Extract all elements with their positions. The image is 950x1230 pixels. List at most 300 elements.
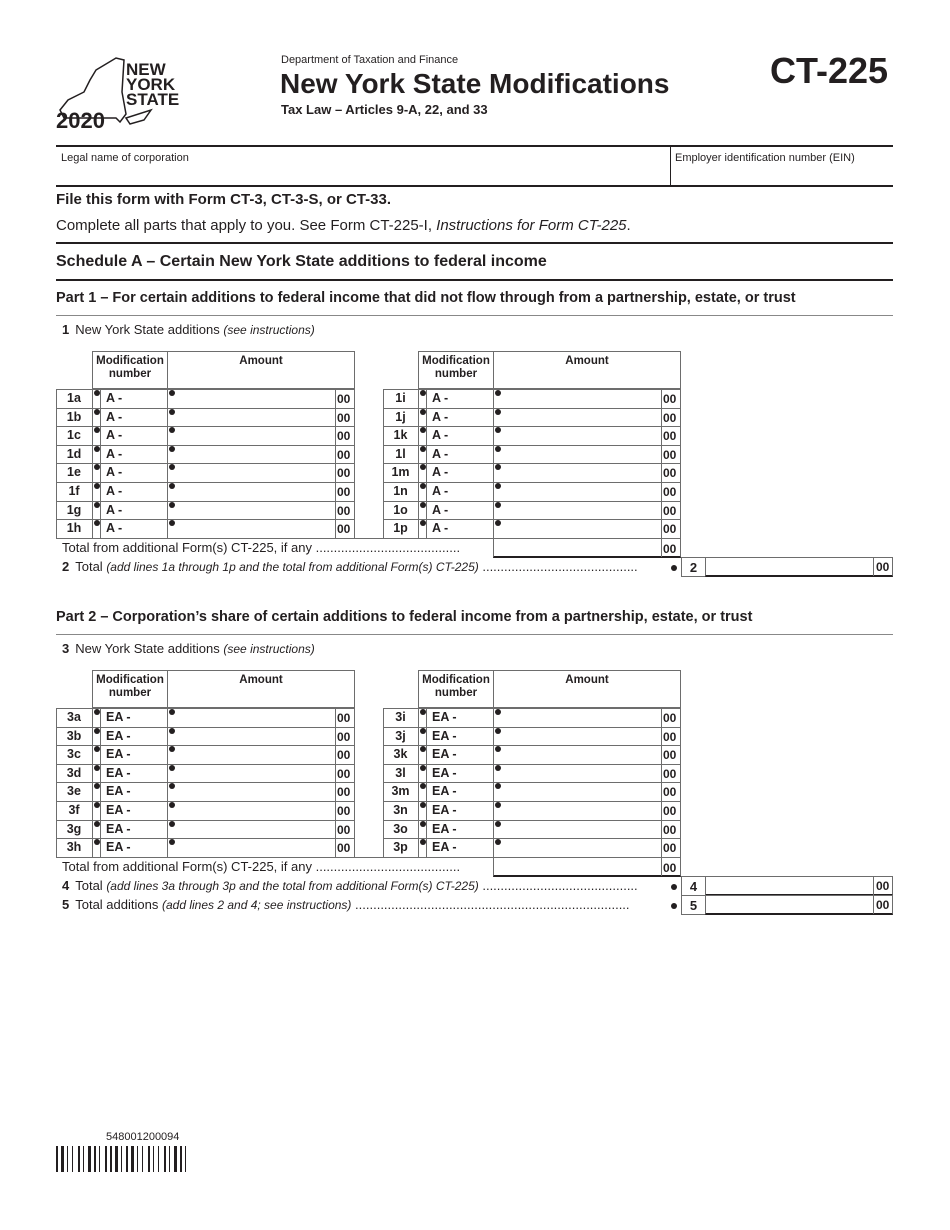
divider: [335, 838, 336, 857]
divider: [335, 408, 336, 427]
amount-input[interactable]: [167, 482, 355, 502]
bullet-icon: [94, 802, 100, 808]
divider: [426, 782, 427, 801]
bullet-icon: [495, 765, 501, 771]
cents-label: 00: [663, 485, 677, 499]
amount-input[interactable]: [493, 426, 681, 446]
barcode-bar: [83, 1146, 84, 1172]
divider: [661, 445, 662, 464]
divider: [100, 408, 101, 427]
barcode-bar: [105, 1146, 107, 1172]
modification-prefix: EA -: [432, 821, 457, 836]
barcode-bar: [137, 1146, 138, 1172]
bullet-icon: [420, 446, 426, 452]
line-number: 3: [62, 641, 70, 656]
modification-number-input[interactable]: [92, 482, 168, 502]
bullet-icon: [94, 728, 100, 734]
cents-label: 00: [876, 897, 890, 912]
total-instruction: (add lines 1a through 1p and the total from additional Form(s) CT-225): [106, 559, 479, 574]
total-line-label: [62, 897, 676, 912]
legal-name-label: Legal name of corporation: [61, 152, 189, 164]
barcode-bar: [115, 1146, 118, 1172]
form-subtitle: Tax Law – Articles 9-A, 22, and 33: [281, 102, 488, 117]
modification-number-input[interactable]: [418, 482, 494, 502]
bullet-icon: [169, 821, 175, 827]
barcode-bar: [67, 1146, 68, 1172]
modification-prefix: EA -: [106, 710, 131, 724]
ein-field[interactable]: [671, 147, 893, 185]
barcode-bar: [94, 1146, 96, 1172]
divider: [661, 782, 662, 801]
cents-label: 00: [663, 503, 677, 518]
cents-label: 00: [337, 785, 351, 800]
modification-prefix: A -: [432, 521, 449, 536]
line-label: 1o: [393, 502, 408, 517]
bullet-icon: [94, 502, 100, 508]
line-label: 3n: [393, 803, 408, 817]
line-label: 1m: [391, 465, 410, 480]
cents-label: 00: [663, 447, 677, 462]
divider: [661, 857, 662, 876]
line-label: 3o: [393, 821, 408, 836]
amount-input[interactable]: [493, 445, 681, 465]
amount-input[interactable]: [493, 389, 681, 409]
amount-input[interactable]: [493, 838, 681, 858]
cents-label: 00: [663, 841, 677, 856]
modification-prefix: EA -: [106, 728, 131, 743]
cents-label: 00: [663, 392, 677, 406]
additional-total-label: Total from additional Form(s) CT-225, if any ........................................: [62, 539, 461, 555]
divider: [56, 634, 893, 635]
divider: [100, 463, 101, 482]
divider: [661, 838, 662, 857]
divider: [426, 389, 427, 408]
cents-label: 00: [337, 485, 351, 499]
line-label: 1p: [393, 521, 408, 536]
modification-prefix: A -: [106, 428, 123, 443]
bullet-icon: [420, 390, 426, 396]
bullet-icon: [495, 483, 501, 489]
cents-label: 00: [337, 429, 351, 444]
identification-box: [56, 145, 893, 187]
amount-input[interactable]: [493, 482, 681, 502]
cents-label: 00: [663, 822, 677, 837]
amount-input[interactable]: [167, 782, 355, 802]
cents-label: 00: [663, 860, 677, 875]
cents-label: 00: [663, 785, 677, 800]
mod-header-line2: number: [108, 368, 152, 380]
modification-prefix: A -: [432, 391, 449, 405]
barcode-bar: [158, 1146, 159, 1172]
cents-label: 00: [337, 503, 351, 518]
total-text: Total additions: [75, 896, 162, 912]
amount-input[interactable]: [167, 445, 355, 465]
divider: [100, 501, 101, 520]
amount-input[interactable]: [493, 820, 681, 840]
modification-prefix: EA -: [106, 821, 131, 836]
line-label: 3f: [68, 803, 80, 817]
barcode-bar: [126, 1146, 128, 1172]
amount-input[interactable]: [493, 519, 681, 539]
modification-number-input[interactable]: [92, 389, 168, 409]
modification-number-input[interactable]: [418, 408, 494, 428]
barcode-bar: [148, 1146, 150, 1172]
barcode: [56, 1146, 238, 1172]
amount-input[interactable]: [167, 408, 355, 428]
line-label: 1f: [68, 484, 80, 498]
line-label: 3c: [67, 747, 81, 762]
bullet-icon: [169, 709, 175, 715]
divider: [661, 482, 662, 501]
line-number: 1: [62, 322, 70, 337]
bullet-icon: [169, 728, 175, 734]
divider: [661, 426, 662, 445]
form-number: CT-225: [770, 50, 889, 91]
line-number: 4: [62, 877, 70, 893]
bullet-icon: [495, 802, 501, 808]
barcode-bar: [72, 1146, 73, 1172]
bullet-icon: [94, 390, 100, 396]
divider: [100, 782, 101, 801]
barcode-bar: [56, 1146, 58, 1172]
divider: [426, 463, 427, 482]
mod-header-line2: number: [108, 687, 152, 699]
bullet-icon: [495, 821, 501, 827]
amount-input[interactable]: [167, 764, 355, 784]
modification-prefix: A -: [106, 409, 123, 424]
cents-label: 00: [663, 522, 677, 537]
line-label: 3j: [395, 728, 406, 743]
line-label: 3h: [66, 840, 82, 855]
modification-prefix: A -: [106, 521, 123, 536]
cents-label: 00: [337, 447, 351, 462]
divider: [661, 463, 662, 482]
logo-text: [126, 62, 179, 107]
line-label: 1n: [393, 484, 408, 498]
line-text: New York State additions: [75, 322, 224, 337]
divider: [100, 838, 101, 857]
bullet-icon: [420, 409, 426, 415]
modification-prefix: A -: [106, 465, 123, 480]
divider: [335, 801, 336, 820]
line-label: 1l: [395, 446, 406, 461]
amount-input[interactable]: [493, 727, 681, 747]
cents-label: 00: [337, 522, 351, 537]
amount-input[interactable]: [167, 801, 355, 821]
bullet-icon: [169, 390, 175, 396]
amount-input[interactable]: [493, 501, 681, 521]
nys-logo: [56, 52, 186, 132]
total-instruction: (add lines 2 and 4; see instructions): [161, 897, 352, 912]
cents-label: 00: [337, 466, 351, 481]
line-label: 3k: [393, 747, 408, 762]
bullet-icon: [420, 728, 426, 734]
amount-input[interactable]: [167, 519, 355, 539]
mod-header-line1: Modification: [422, 355, 490, 367]
cents-label: 00: [337, 711, 351, 725]
form-year: 2020: [56, 108, 105, 133]
divider: [661, 820, 662, 839]
cents-label: 00: [876, 878, 890, 893]
bullet-icon: [495, 390, 501, 396]
modification-number-input[interactable]: [418, 389, 494, 409]
cents-label: 00: [663, 729, 677, 744]
modification-number-input[interactable]: [92, 445, 168, 465]
line-number: 2: [62, 558, 70, 574]
total-line-label: [62, 559, 676, 574]
modification-prefix: EA -: [432, 728, 457, 743]
divider: [426, 501, 427, 520]
amount-input[interactable]: [167, 463, 355, 483]
legal-name-field[interactable]: [56, 147, 671, 185]
bullet-icon: [94, 709, 100, 715]
mod-header-line2: number: [434, 687, 478, 699]
complete-period: .: [626, 217, 631, 234]
amount-input[interactable]: [493, 782, 681, 802]
modification-prefix: EA -: [106, 747, 131, 762]
cents-label: 00: [337, 748, 351, 763]
line-label: 3l: [395, 765, 406, 780]
bullet-icon: [495, 502, 501, 508]
divider: [56, 242, 893, 244]
cents-label: 00: [337, 410, 351, 425]
modification-number-input[interactable]: [418, 519, 494, 539]
cents-label: 00: [663, 429, 677, 444]
barcode-bar: [61, 1146, 64, 1172]
total-line-label: [62, 878, 676, 893]
line-label: 3e: [67, 784, 81, 799]
divider: [335, 463, 336, 482]
department-name: Department of Taxation and Finance: [281, 54, 459, 66]
line-number-box: 2: [681, 557, 706, 577]
bullet-icon: [495, 728, 501, 734]
divider: [426, 445, 427, 464]
bullet-icon: [671, 903, 677, 909]
total-amount-input[interactable]: [705, 895, 893, 915]
divider: [335, 820, 336, 839]
modification-number-header: [92, 670, 168, 708]
divider: [873, 557, 874, 576]
total-instruction: (add lines 3a through 3p and the total from additional Form(s) CT-225): [106, 878, 479, 893]
modification-prefix: A -: [106, 484, 123, 498]
line-label: 1d: [66, 446, 82, 461]
cents-label: 00: [337, 766, 351, 781]
divider: [661, 519, 662, 538]
amount-header: Amount: [167, 670, 355, 708]
modification-prefix: EA -: [106, 840, 131, 855]
modification-number-input[interactable]: [92, 408, 168, 428]
bullet-icon: [169, 502, 175, 508]
divider: [100, 764, 101, 783]
modification-number-input[interactable]: [92, 426, 168, 446]
modification-prefix: A -: [432, 465, 449, 480]
bullet-icon: [495, 446, 501, 452]
amount-input[interactable]: [167, 501, 355, 521]
line-label: 1c: [67, 428, 81, 443]
total-text: Total: [75, 558, 107, 574]
modification-prefix: EA -: [432, 747, 457, 762]
divider: [426, 426, 427, 445]
additional-total-input[interactable]: [493, 857, 681, 877]
divider: [661, 389, 662, 408]
line-label: 3a: [67, 710, 81, 724]
amount-input[interactable]: [167, 389, 355, 409]
cents-label: 00: [663, 711, 677, 725]
bullet-icon: [420, 802, 426, 808]
line-label: 3b: [66, 728, 82, 743]
divider: [661, 745, 662, 764]
cents-label: 00: [337, 822, 351, 837]
modification-prefix: A -: [106, 502, 123, 517]
amount-input[interactable]: [167, 745, 355, 765]
modification-prefix: A -: [432, 484, 449, 498]
barcode-bar: [110, 1146, 112, 1172]
modification-prefix: EA -: [432, 765, 457, 780]
barcode-bar: [131, 1146, 134, 1172]
line-label: 1a: [67, 391, 81, 405]
mod-header-line1: Modification: [96, 355, 164, 367]
amount-input[interactable]: [493, 463, 681, 483]
barcode-number: 548001200094: [106, 1131, 180, 1143]
cents-label: 00: [876, 559, 890, 574]
line-number: 5: [62, 896, 70, 912]
bullet-icon: [169, 446, 175, 452]
line-label: 3m: [391, 784, 410, 799]
divider: [100, 801, 101, 820]
amount-input[interactable]: [167, 708, 355, 728]
bullet-icon: [94, 483, 100, 489]
amount-input[interactable]: [167, 838, 355, 858]
barcode-bar: [88, 1146, 91, 1172]
modification-number-input[interactable]: [418, 426, 494, 446]
part2-line-label: [62, 641, 315, 656]
bullet-icon: [169, 483, 175, 489]
bullet-icon: [169, 409, 175, 415]
barcode-bar: [174, 1146, 177, 1172]
total-amount-input[interactable]: [705, 557, 893, 577]
leader-dots: ...........................................: [478, 558, 638, 574]
amount-input[interactable]: [493, 408, 681, 428]
amount-input[interactable]: [493, 764, 681, 784]
modification-number-input[interactable]: [418, 463, 494, 483]
modification-number-input[interactable]: [418, 445, 494, 465]
complete-text: Complete all parts that apply to you. See Form CT-225-I,: [56, 217, 437, 234]
divider: [661, 708, 662, 727]
amount-input[interactable]: [493, 745, 681, 765]
amount-input[interactable]: [493, 801, 681, 821]
divider: [100, 426, 101, 445]
divider: [426, 745, 427, 764]
line-label: 3p: [393, 840, 408, 855]
divider: [100, 445, 101, 464]
line-label: 1j: [395, 409, 406, 424]
divider: [426, 482, 427, 501]
divider: [873, 876, 874, 895]
amount-input[interactable]: [493, 708, 681, 728]
bullet-icon: [420, 502, 426, 508]
divider: [335, 426, 336, 445]
bullet-icon: [671, 884, 677, 890]
file-with-instruction: File this form with Form CT-3, CT-3-S, or CT-33.: [56, 191, 392, 208]
cents-label: 00: [337, 841, 351, 856]
divider: [426, 519, 427, 538]
leader-dots: ............................................................................: [351, 896, 630, 912]
see-instructions: (see instructions): [223, 323, 315, 337]
instructions-reference: Instructions for Form CT-225: [436, 217, 627, 234]
divider: [873, 895, 874, 914]
modification-prefix: A -: [432, 409, 449, 424]
bullet-icon: [94, 765, 100, 771]
modification-prefix: A -: [432, 502, 449, 517]
cents-label: 00: [337, 392, 351, 406]
line-label: 3g: [66, 821, 82, 836]
cents-label: 00: [663, 804, 677, 818]
cents-label: 00: [663, 766, 677, 781]
cents-label: 00: [663, 410, 677, 425]
amount-input[interactable]: [167, 727, 355, 747]
total-amount-input[interactable]: [705, 876, 893, 896]
line-label: 1e: [67, 465, 81, 480]
line-text: New York State additions: [75, 641, 224, 656]
modification-prefix: EA -: [432, 710, 457, 724]
divider: [661, 727, 662, 746]
modification-number-input[interactable]: [92, 519, 168, 539]
divider: [426, 727, 427, 746]
modification-number-input[interactable]: [418, 501, 494, 521]
cents-label: 00: [663, 466, 677, 481]
modification-number-header: [92, 351, 168, 389]
barcode-bar: [142, 1146, 143, 1172]
amount-input[interactable]: [167, 820, 355, 840]
modification-prefix: A -: [432, 428, 449, 443]
see-instructions: (see instructions): [223, 642, 315, 656]
bullet-icon: [94, 446, 100, 452]
bullet-icon: [94, 409, 100, 415]
divider: [335, 764, 336, 783]
cents-label: 00: [663, 541, 677, 556]
divider: [335, 482, 336, 501]
amount-input[interactable]: [167, 426, 355, 446]
additional-total-label: Total from additional Form(s) CT-225, if any ........................................: [62, 858, 461, 874]
bullet-icon: [420, 483, 426, 489]
divider: [426, 801, 427, 820]
barcode-bar: [185, 1146, 186, 1172]
part1-line-label: [62, 322, 315, 337]
amount-header: Amount: [493, 670, 681, 708]
modification-number-input[interactable]: [92, 501, 168, 521]
divider: [661, 501, 662, 520]
modification-prefix: A -: [106, 446, 123, 461]
form-title: New York State Modifications: [280, 68, 670, 99]
line-label: 1h: [66, 521, 82, 536]
line-label: 1b: [66, 409, 82, 424]
divider: [335, 501, 336, 520]
divider: [426, 820, 427, 839]
cents-label: 00: [337, 804, 351, 818]
ein-label: Employer identification number (EIN): [675, 152, 855, 164]
divider: [335, 519, 336, 538]
line-number-box: 5: [681, 895, 706, 915]
divider: [100, 708, 101, 727]
additional-total-input[interactable]: [493, 538, 681, 558]
bullet-icon: [94, 821, 100, 827]
modification-prefix: EA -: [106, 803, 131, 817]
barcode-bar: [78, 1146, 80, 1172]
divider: [661, 764, 662, 783]
modification-prefix: A -: [106, 391, 123, 405]
complete-instruction: [56, 217, 631, 234]
modification-number-input[interactable]: [92, 463, 168, 483]
